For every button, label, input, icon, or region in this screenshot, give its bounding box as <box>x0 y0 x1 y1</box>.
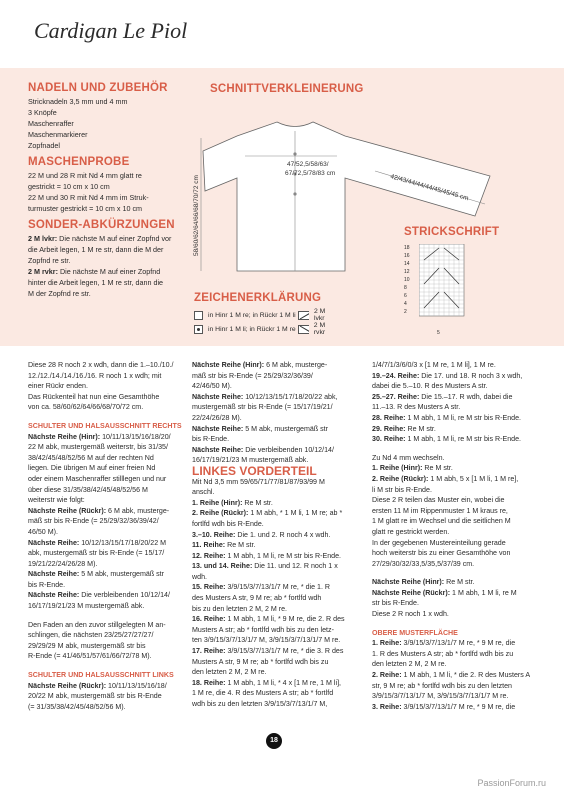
dot-square-icon <box>194 325 203 334</box>
chart-row-label: 6 <box>404 293 407 299</box>
text-line: gestrickt = 10 cm x 10 cm <box>28 182 110 191</box>
text-line: 16/17/19/21/23 M mustergemäß abk. <box>28 602 145 611</box>
text-line: Nächste Reihe (Hinr): 10/11/13/15/16/18/20/ <box>28 432 171 441</box>
text-line: 3.–10. Reihe: Die 1. und 2. R noch 4 x wdh. <box>192 530 331 539</box>
text-line: 27/29/30/32/33,5/35,5/37/39 cm. <box>372 559 475 568</box>
text-line: hoch weiterstr bis zu einer Gesamthöhe von <box>372 549 511 558</box>
spacer <box>372 569 540 577</box>
text-line: mustergemäß str bis R-Ende (= 15/17/19/21/ <box>192 403 333 412</box>
text-line: liegen. Die übrigen M auf einer freien Nd <box>28 464 156 473</box>
text-line: 11. Reihe: Re M str. <box>192 541 256 550</box>
text-line: str, 9 M re; ab * fortlfd wdh bis zu den letzten <box>372 681 512 690</box>
text-line: über diese 31/35/38/42/45/48/52/56 M <box>28 485 148 494</box>
text-line: 2. Reihe (Rückr): 1 M abh, 5 x [1 M li, 1 M re], <box>372 474 519 483</box>
text-line: 38/42/45/48/52/56 M auf der rechten Nd <box>28 453 154 462</box>
text-line: 3. Reihe: 3/9/15/3/7/13/1/7 M re, * 9 M re, die <box>372 702 516 711</box>
text-line: Nächste Reihe (Hinr): 6 M abk, musterge- <box>192 361 328 369</box>
legend-item-rvkr: 2 M rvkr <box>298 322 330 336</box>
section-heading: LINKES VORDERTEIL <box>192 463 317 478</box>
gauge-list <box>28 170 196 214</box>
chart-row-label: 2 <box>404 309 407 315</box>
text-line: 3/9/15/3/7/13/1/7 M, 3/9/15/3/7/13/1/7 M re. <box>372 692 509 701</box>
left-cross-icon <box>298 311 309 320</box>
chart-row-label: 12 <box>404 269 410 275</box>
text-line: wdh bis zu den letzten 3/9/15/3/7/13/1/7 M, <box>192 700 328 708</box>
text-line: 16. Reihe: 1 M abh, 1 M li, * 9 M re, die 2. R des <box>192 615 345 624</box>
text-line: 1. Reihe (Hinr): Re M str. <box>372 464 453 473</box>
text-line: 15. Reihe: 3/9/15/3/7/13/1/7 M re, * die 1. R <box>192 583 331 592</box>
needles-list <box>28 96 196 151</box>
text-line: bis R-Ende. <box>28 580 66 589</box>
text-line: fortlfd wdh bis R-Ende. <box>192 519 264 528</box>
text-line: Nächste Reihe: 10/12/13/15/17/18/20/22 M <box>28 538 167 547</box>
text-line: Maschenraffer <box>28 119 74 128</box>
abbrev-list <box>28 233 196 299</box>
width-label-2: 67/72,5/78/83 cm <box>285 170 336 177</box>
text-line: 1. R des Musters A str; ab * fortlfd wdh bis zu <box>372 649 514 658</box>
text-line: 3 Knöpfe <box>28 108 57 117</box>
sleeve-label: 42/43/44/44/44/45/45/45 cm <box>389 173 470 203</box>
text-line: Nächste Reihe: Die verbleibenden 10/12/14/ <box>192 445 334 454</box>
text-line: Diese 28 R noch 2 x wdh, dann die 1.–10./10./ <box>28 361 174 369</box>
gauge-heading: MASCHENPROBE <box>28 156 130 168</box>
watermark: PassionForum.ru <box>477 778 546 788</box>
text-line: 22 M und 28 R mit Nd 4 mm glatt re <box>28 171 142 180</box>
text-line: 22 M und 30 R mit Nd 4 mm im Struk- <box>28 193 149 202</box>
text-line: str bis R-Ende. <box>372 599 419 608</box>
legend-item-lvkr: 2 M lvkr <box>298 308 330 322</box>
empty-square-icon <box>194 311 203 320</box>
knitting-chart <box>419 244 465 324</box>
chart-row-label: 8 <box>404 285 407 291</box>
text-line: abk, mustergemäß str bis R-Ende (= 15/17/ <box>28 549 165 558</box>
text-line: Nächste Reihe: 5 M abk, mustergemäß str <box>192 424 329 433</box>
text-line: Zopfnadel <box>28 141 60 150</box>
text-line: Stricknadeln 3,5 mm und 4 mm <box>28 97 128 106</box>
text-line: mäß str bis R-Ende (= 25/29/32/36/39/ <box>192 371 313 380</box>
text-line: anschl. <box>192 488 215 497</box>
text-line: 20/22 M abk, mustergemäß str bis R-Ende <box>28 692 162 701</box>
page-title: Cardigan Le Piol <box>34 18 188 43</box>
text-line: 19/21/22/24/26/28 M). <box>28 559 98 568</box>
text-line: bis R-Ende. <box>192 435 230 444</box>
text-line: Zopfnd re str. <box>28 256 71 265</box>
text-line: 17. Reihe: 3/9/15/3/7/13/1/7 M re, * die 3. R des <box>192 647 344 656</box>
text-line: 12./12./14./14./16./16. R noch 1 x wdh; mit <box>28 371 162 380</box>
text-line: ten 3/9/15/3/7/13/1/7 M, 3/9/15/3/7/13/1/7 M re. <box>192 636 341 645</box>
text-line: Nächste Reihe: 5 M abk, mustergemäß str <box>28 570 165 579</box>
text-line: Den Faden an den zuvor stillgelegten M an- <box>28 620 166 629</box>
text-line: 28. Reihe: 1 M abh, 1 M li, re M str bis R-Ende. <box>372 413 522 422</box>
text-line: Musters A str; ab * fortlfd wdh bis zu den letz- <box>192 625 334 634</box>
text-line: 29/29/29 M abk, mustergemäß str bis <box>28 641 146 650</box>
text-line: ersten 11 M im Rippenmuster 1 M kraus re, <box>372 506 508 515</box>
text-line: R-Ende (= 41/46/51/57/61/66/72/78 M). <box>28 652 152 661</box>
needles-heading: NADELN UND ZUBEHÖR <box>28 82 168 94</box>
text-line: Nächste Reihe (Rückr): 10/11/13/15/16/18/ <box>28 681 167 690</box>
text-line: oder einem Maschenraffer stilllegen und nur <box>28 474 167 483</box>
chart-row-label: 16 <box>404 253 410 259</box>
spacer <box>372 445 540 453</box>
text-column-1 <box>28 360 190 712</box>
text-line: bis zu den letzten 2 M, 2 M re. <box>192 604 288 613</box>
text-line: (= 31/35/38/42/45/48/52/56 M). <box>28 702 126 711</box>
legend-item-purl: in Hinr 1 M li; in Rückr 1 M re <box>194 322 296 336</box>
text-column-2 <box>192 360 354 710</box>
text-line: einer Rückr enden. <box>28 382 88 391</box>
text-line: die Arbeit legen, 1 M re str, dann die M der <box>28 245 164 254</box>
text-line: Nächste Reihe: Die verbleibenden 10/12/14/ <box>28 591 170 600</box>
spacer <box>28 662 190 670</box>
legend-item-knit: in Hinr 1 M re; in Rückr 1 M li <box>194 308 296 322</box>
subheading: SCHULTER UND HALSAUSSCHNITT RECHTS <box>28 421 182 430</box>
text-line: 29. Reihe: Re M str. <box>372 424 436 433</box>
text-line: Zu Nd 4 mm wechseln. <box>372 453 445 462</box>
text-line: 1. Reihe: 3/9/15/3/7/13/1/7 M re, * 9 M re, die <box>372 639 516 648</box>
text-line: hinter die Arbeit legen, 1 M re str, dann die <box>28 278 164 287</box>
text-line: Nächste Reihe (Rückr): 6 M abk, musterge- <box>28 506 170 515</box>
text-line: den letzten 2 M, 2 M re. <box>372 660 447 669</box>
text-line: 2 M rvkr: Die nächste M auf einer Zopfnd <box>28 267 161 276</box>
text-line: Maschenmarkierer <box>28 130 88 139</box>
text-line: des Musters A str, 9 M re; ab * fortlfd wdh <box>192 594 322 603</box>
width-label-1: 47/52,5/58/63/ <box>287 161 329 168</box>
text-line: 1 M glatt re im Wechsel und die seitlichen M <box>372 517 511 526</box>
chart-row-label: 10 <box>404 277 410 283</box>
text-line: Das Rückenteil hat nun eine Gesamthöhe <box>28 392 160 401</box>
text-line: 12. Reihe: 1 M abh, 1 M li, re M str bis R-Ende. <box>192 551 342 560</box>
legend <box>194 308 326 336</box>
text-line: 1. Reihe (Hinr): Re M str. <box>192 498 273 507</box>
materials-column <box>28 83 196 305</box>
subheading: SCHULTER UND HALSAUSSCHNITT LINKS <box>28 671 174 680</box>
text-line: 19.–24. Reihe: Die 17. und 18. R noch 3 x wdh, <box>372 371 523 380</box>
spacer <box>28 612 190 620</box>
text-line: Nächste Reihe: 10/12/13/15/17/18/20/22 abk, <box>192 392 338 401</box>
text-line: 16/17/19/21/23 M mustergemäß abk. <box>192 456 309 465</box>
text-line: 22 M abk, mustergemäß weiterstr, bis 31/35/ <box>28 443 168 452</box>
right-cross-icon <box>298 325 309 334</box>
text-line: M der Zopfnd re str. <box>28 289 91 298</box>
text-line: 1 M re, die 4. R des Musters A str; ab * fortlfd <box>192 689 334 698</box>
text-line: von ca. 58/60/62/64/66/68/70/72 cm. <box>28 403 144 412</box>
text-line: Mit Nd 3,5 mm 59/65/71/77/81/87/93/99 M <box>192 477 325 486</box>
text-line: 18. Reihe: 1 M abh, 1 M li, * 4 x [1 M re, 1 M li], <box>192 678 342 687</box>
text-line: 2 M lvkr: Die nächste M auf einer Zopfnd vor <box>28 234 172 243</box>
text-line: Nächste Reihe (Rückr): 1 M abh, 1 M li, re M <box>372 588 517 597</box>
text-column-3 <box>372 360 540 712</box>
text-line: 1/4/7/1/3/6/0/3 x [1 M re, 1 M li], 1 M re. <box>372 361 496 369</box>
chart-row-labels <box>404 244 416 316</box>
text-line: li M str bis R-Ende. <box>372 485 432 494</box>
spacer <box>28 413 190 421</box>
text-line: weiterstr wie folgt: <box>28 496 85 505</box>
text-line: Diese 2 R teilen das Muster ein, wobei die <box>372 496 505 505</box>
text-line: den letzten 2 M, 2 M re. <box>192 668 267 677</box>
text-line: 13. und 14. Reihe: Die 11. und 12. R noch 1 x <box>192 562 338 571</box>
text-line: 42/46/50 M). <box>192 382 232 391</box>
legend-heading: ZEICHENERKLÄRUNG <box>194 292 322 304</box>
chart-row-label: 14 <box>404 261 410 267</box>
text-line: 22/24/26/28 M). <box>192 413 242 422</box>
text-line: 30. Reihe: 1 M abh, 1 M li, re M str bis R-Ende. <box>372 435 522 444</box>
text-line: turmuster gestrickt = 10 cm x 10 cm <box>28 204 143 213</box>
spacer <box>372 620 540 628</box>
text-line: schlingen, die nächsten 23/25/27/27/27/ <box>28 631 154 640</box>
text-line: 2. Reihe (Rückr): 1 M abh, * 1 M li, 1 M re; ab * <box>192 509 343 518</box>
text-line: dabei die 5.–10. R des Musters A str. <box>372 382 488 391</box>
abbrev-heading: SONDER-ABKÜRZUNGEN <box>28 219 175 231</box>
chart-heading: STRICKSCHRIFT <box>404 226 500 238</box>
text-line: 2. Reihe: 1 M abh, 1 M li, * die 2. R des Musters A <box>372 671 531 680</box>
page-number: 18 <box>266 733 282 749</box>
text-line: Nächste Reihe (Hinr): Re M str. <box>372 578 475 587</box>
text-line: 46/50 M). <box>28 527 58 536</box>
text-line: 25.–27. Reihe: Die 15.–17. R wdh, dabei die <box>372 392 513 401</box>
subheading: OBERE MUSTERFLÄCHE <box>372 628 458 637</box>
text-line: 11.–13. R des Musters A str. <box>372 403 461 412</box>
text-line: In der gegebenen Mustereinteilung gerade <box>372 538 506 547</box>
height-label: 58/60/62/64/66/68/70/72 cm <box>193 175 200 256</box>
text-line: wdh. <box>192 572 207 581</box>
schematic-heading: SCHNITTVERKLEINERUNG <box>210 83 364 95</box>
chart-row-label: 4 <box>404 301 407 307</box>
chart-row-label: 18 <box>404 245 410 251</box>
text-line: mäß str bis R-Ende (= 25/29/32/36/39/42/ <box>28 517 159 526</box>
text-line: Musters A str, 9 M re; ab * fortlfd wdh bis zu <box>192 657 329 666</box>
text-line: glatt re gestrickt werden. <box>372 527 450 536</box>
text-line: Diese 2 R noch 1 x wdh. <box>372 610 449 619</box>
chart-col-label: 5 <box>437 330 440 336</box>
